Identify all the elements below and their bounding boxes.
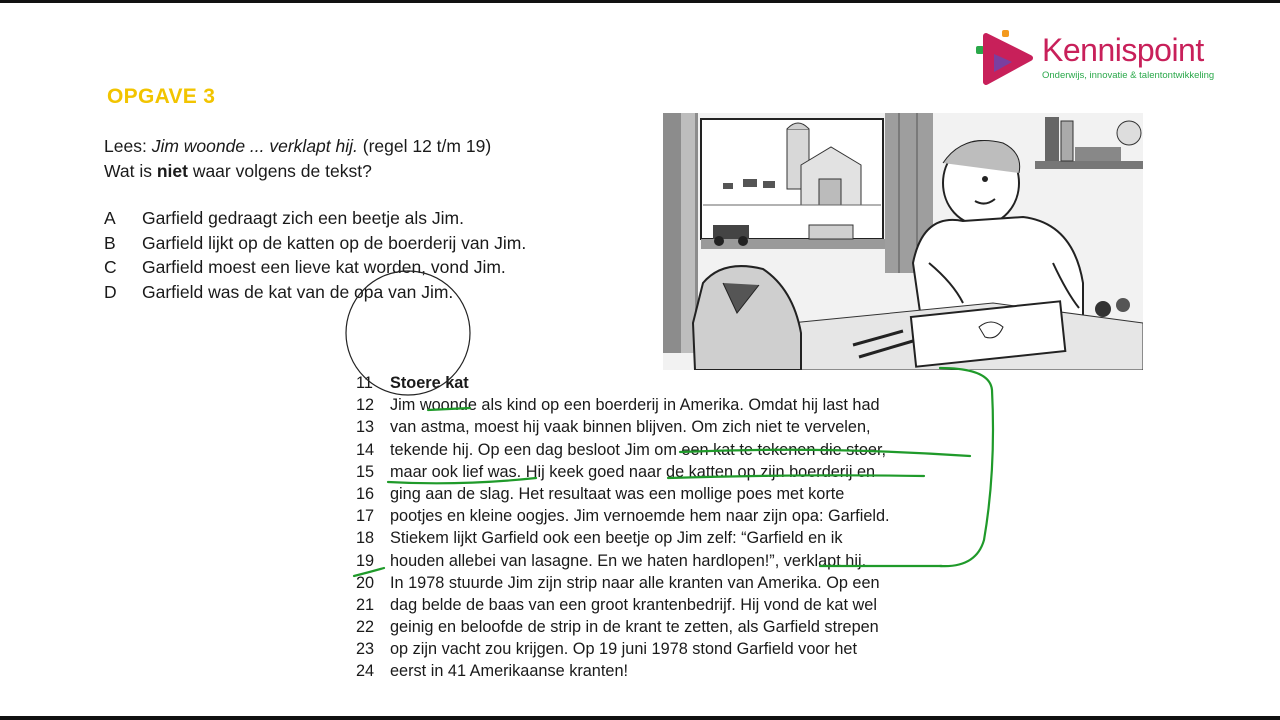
line-text: houden allebei van lasagne. En we haten hardlopen!”, verklapt hij.	[390, 551, 867, 570]
line-number: 18	[356, 529, 375, 548]
text-line	[356, 638, 890, 660]
play-logo-icon	[972, 28, 1038, 88]
option-c[interactable]	[104, 255, 526, 280]
line-text: tekende hij. Op een dag besloot Jim om een kat te tekenen die stoer,	[390, 440, 886, 459]
instruction-lines: (regel 12 t/m 19)	[357, 136, 492, 156]
line-text: Stiekem lijkt Garfield ook een beetje op Jim zelf: “Garfield en ik	[390, 529, 843, 548]
text-line	[356, 461, 890, 483]
instruction-quote: Jim woonde ... verklapt hij.	[151, 136, 358, 156]
line-number: 17	[356, 507, 375, 526]
line-text: pootjes en kleine oogjes. Jim vernoemde hem naar zijn opa: Garfield.	[390, 507, 890, 526]
line-number: 16	[356, 484, 375, 503]
question-line	[104, 159, 491, 184]
logo-tagline: Onderwijs, innovatie & talentontwikkeling	[1042, 70, 1215, 81]
line-text: van astma, moest hij vaak binnen blijven. Om zich niet te vervelen,	[390, 418, 871, 437]
line-number: 11	[356, 374, 373, 392]
text-line	[356, 572, 890, 594]
option-letter: B	[104, 232, 116, 253]
exercise-title: OPGAVE 3	[107, 85, 216, 108]
option-letter: A	[104, 208, 116, 228]
option-letter: D	[104, 281, 117, 302]
text-line	[356, 394, 890, 416]
reading-text	[356, 372, 890, 683]
text-line	[356, 527, 890, 549]
line-text: In 1978 stuurde Jim zijn strip naar alle kranten van Amerika. Op een	[390, 573, 880, 592]
line-number: 12	[356, 396, 375, 415]
bottom-border	[0, 716, 1280, 720]
option-d[interactable]	[104, 280, 526, 305]
answer-options	[104, 206, 526, 304]
line-text: geinig en beloofde de strip in de krant te zetten, als Garfield strepen	[390, 618, 879, 637]
option-text: Garfield lijkt op de katten op de boerderij van Jim.	[142, 232, 527, 253]
text-line	[356, 483, 890, 505]
option-letter: C	[104, 257, 117, 277]
line-number: 21	[356, 595, 375, 614]
line-text: maar ook lief was. Hij keek goed naar de katten op zijn boerderij en	[390, 462, 876, 481]
text-line	[356, 416, 890, 438]
line-number: 20	[356, 573, 375, 592]
text-line	[356, 660, 890, 682]
question-post: waar volgens de tekst?	[187, 161, 372, 181]
line-number: 23	[356, 640, 375, 659]
line-text: ging aan de slag. Het resultaat was een mollige poes met korte	[390, 484, 845, 503]
line-text: op zijn vacht zou krijgen. Op 19 juni 1978 stond Garfield voor het	[390, 640, 858, 659]
logo-name: Kennispoint	[1042, 32, 1204, 68]
text-line	[356, 439, 890, 461]
text-line	[356, 616, 890, 638]
line-number: 14	[356, 440, 375, 459]
instruction-prefix: Lees:	[104, 136, 152, 156]
text-line	[356, 550, 890, 572]
option-text: Garfield gedraagt zich een beetje als Jim.	[142, 208, 464, 228]
question-block	[104, 134, 491, 184]
line-number: 22	[356, 618, 375, 637]
line-number: 19	[356, 551, 375, 570]
question-pre: Wat is	[104, 161, 157, 181]
option-text: Garfield was de kat van de opa van Jim.	[142, 281, 454, 302]
text-title: Stoere kat	[390, 374, 469, 392]
text-line	[356, 594, 890, 616]
option-b[interactable]	[104, 231, 526, 256]
top-border	[0, 0, 1280, 3]
boy-drawing-cat-illustration	[663, 113, 1143, 370]
option-text: Garfield moest een lieve kat worden, vond Jim.	[142, 257, 506, 277]
text-heading	[356, 372, 890, 394]
line-number: 13	[356, 418, 375, 437]
option-a[interactable]	[104, 206, 526, 231]
text-line	[356, 505, 890, 527]
instruction-line	[104, 134, 491, 159]
bracket-lines-12-19	[940, 368, 993, 566]
line-number: 24	[356, 662, 375, 681]
line-number: 15	[356, 462, 375, 481]
kennispoint-logo	[972, 28, 1242, 88]
line-text: dag belde de baas van een groot krantenbedrijf. Hij vond de kat wel	[390, 595, 877, 614]
line-text: Jim woonde als kind op een boerderij in Amerika. Omdat hij last had	[390, 396, 880, 415]
line-text: eerst in 41 Amerikaanse kranten!	[390, 662, 629, 681]
question-emphasis: niet	[156, 161, 188, 181]
